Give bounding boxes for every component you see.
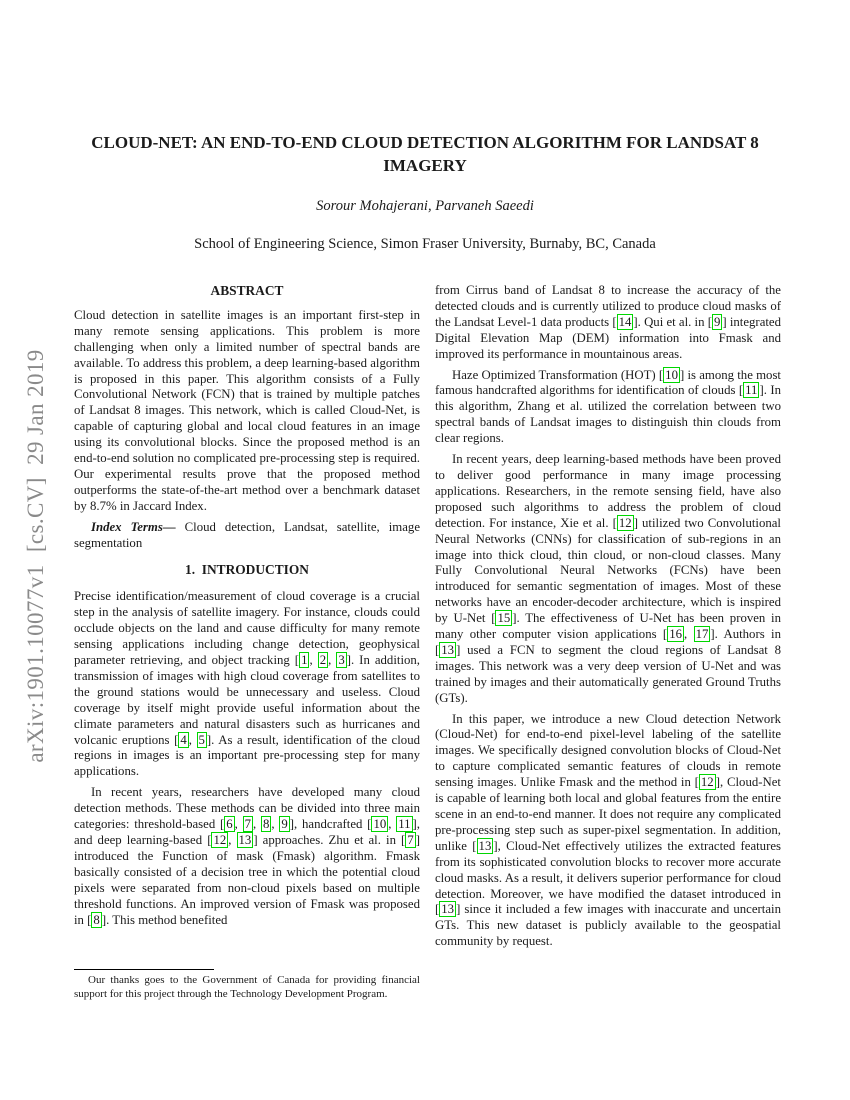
intro-paragraph-1: Precise identification/measurement of cloud coverage is a crucial step in the analysis of satellite imagery. For instance, clouds could occlude objects on the land and cause difficulty for many remote sensing applications including change detection, geophysical parameter retrieving, and object tracking [ 1 , 2 , 3 ]. In addition, transmission of images with high cloud coverage from satellites to the ground stations would be unnecessary and useless. Cloud coverage by itself might provide useful information about the climate parameters and natural disasters such as hurricanes and volcanic eruptions [ 4 , 5 ]. As a result, identification of the cloud regions in images is an important pre-processing step for many applications. [74, 589, 420, 779]
paper-authors: Sorour Mohajerani, Parvaneh Saeedi [316, 198, 534, 214]
citation-link[interactable]: 14 [618, 314, 632, 329]
intro-paragraph-5: In recent years, deep learning-based methods have been proved to deliver good performance in many image processing applications. Researchers, in the remote sensing field, have also proposed such algorithms to address the problem of cloud detection. For instance, Xie et al. [ 12 ] utilized two Convolutional Neural Networks (CNNs) for classification of sub-regions in an image into thick cloud, thin cloud, or non-cloud classes. Many Fully Convolutional Neural Networks (FCNs) have been introduced for semantic segmentation of images. Most of these networks have an encoder-decoder architecture, which is inspired by U-Net [ 15 ]. The effectiveness of U-Net has been proven in many other computer vision applications [ 16 , 17 ]. Authors in [ 13 ] used a FCN to segment the cloud regions of Landsat 8 images. This network was a very deep version of U-Net and was trained by images and their automatically generated Ground Truths (GTs). [435, 452, 782, 705]
citation-link[interactable]: 10 [373, 817, 387, 832]
citation-link[interactable]: 8 [93, 912, 100, 927]
citation-link[interactable]: 16 [669, 627, 682, 642]
citation-link[interactable]: 7 [407, 833, 414, 847]
citation-link[interactable]: 6 [226, 817, 233, 832]
citation-link[interactable]: 9 [713, 314, 721, 329]
intro-paragraph-6: In this paper, we introduce a new Cloud detection Network (Cloud-Net) for end-to-end pixel-level labeling of the satellite images. We specifically designed convolution blocks of Cloud-Net to capture complicated semantic features of clouds in remote sensing images. Unlike Fmask and the method in [ 12 ], Cloud-Net is capable of learning both local and global features from the entire scene in an end-to-end manner. It does not require any complicated pre-processing step such as super-pixel segmentation. In addition, unlike [ 13 ], Cloud-Net effectively utilizes the extracted features from its sophisticated convolution blocks to recover more accurate cloud masks. As a result, it delivers superior performance for cloud detection. Moreover, we have modified the dataset introduced in [ 13 ] since it included a few images with inaccurate and uncertain GTs. This new dataset is publicly available to the geospatial community by request. [435, 711, 781, 949]
citation-link[interactable]: 4 [180, 732, 187, 747]
index-terms-label: Index Terms— [91, 519, 176, 534]
citation-link[interactable]: 13 [441, 902, 455, 917]
citation-link[interactable]: 15 [497, 611, 511, 626]
index-terms-text: Cloud detection, Landsat, satellite, image segmentation [74, 519, 421, 550]
citation-link[interactable]: 5 [198, 732, 205, 747]
footnote-text: Our thanks goes to the Government of Canada for providing financial support for this project through the Technology Development Program. [74, 974, 420, 1000]
citation-link[interactable]: 2 [319, 653, 327, 668]
paper-title: CLOUD-NET: AN END-TO-END CLOUD DETECTION ALGORITHM FOR LANDSAT 8 IMAGERY [91, 133, 759, 175]
citation-link[interactable]: 3 [338, 653, 345, 668]
citation-link[interactable]: 12 [700, 775, 714, 790]
index-terms [74, 520, 420, 552]
footnote-rule [74, 969, 214, 970]
left-column [74, 283, 420, 955]
citation-link[interactable]: 13 [441, 642, 455, 657]
citation-link[interactable]: 13 [478, 838, 492, 853]
paper-affiliation: School of Engineering Science, Simon Fraser University, Burnaby, BC, Canada [194, 236, 656, 252]
citation-link[interactable]: 12 [213, 833, 227, 847]
citation-link[interactable]: 11 [745, 383, 758, 398]
right-column [435, 283, 781, 955]
citation-link[interactable]: 8 [263, 817, 270, 832]
section-heading-introduction: 1. INTRODUCTION [185, 561, 309, 577]
intro-paragraph-3: from Cirrus band of Landsat 8 to increase the accuracy of the detected clouds and is currently utilized to produce cloud masks of the Landsat Level-1 data products [ 14 ]. Qui et al. in [ 9 ] integrated Digital Elevation Map (DEM) information into Fmask and improved its performance in mountainous areas. [435, 283, 782, 361]
abstract-text: Cloud detection in satellite images is an important first-step in many remote sensing applications. This problem is more challenging when only a limited number of spectral bands are available. To address this problem, a deep learning-based algorithm is proposed in this paper. This algorithm consists of a Fully Convolutional Network (FCN) that is trained by multiple patches of Landsat 8 images. This network, which is called Cloud-Net, is capable of capturing global and local cloud features in an image using its convolutional blocks. Since the proposed method is an end-to-end solution no complicated pre-processing step is required. Our experimental results prove that the proposed method outperforms the state-of-the-art method over a benchmark dataset by 8.7% in Jaccard Index. [74, 307, 420, 513]
citation-link[interactable]: 9 [281, 817, 288, 832]
paper-body [74, 283, 781, 955]
intro-paragraph-2: In recent years, researchers have developed many cloud detection methods. These methods can be divided into three main categories: threshold-based [ 6 , 7 , 8 , 9 ], handcrafted [ 10 , 11 ], and deep learning-based [ 12 , 13 ] approaches. Zhu et al. in [ 7 ] introduced the Function of mask (Fmask) algorithm. Fmask basically consisted of a decision tree in which the potential cloud pixels were separated from non-cloud pixels based on multiple threshold functions. An improved version of Fmask was proposed in [ 8 ]. This method benefited [74, 785, 420, 927]
citation-link[interactable]: 17 [695, 627, 709, 642]
citation-link[interactable]: 7 [244, 817, 252, 832]
citation-link[interactable]: 10 [665, 367, 678, 382]
citation-link[interactable]: 1 [301, 653, 308, 668]
citation-link[interactable]: 13 [238, 833, 252, 847]
abstract-heading: ABSTRACT [210, 283, 284, 298]
citation-link[interactable]: 12 [618, 515, 632, 530]
footnote-block [74, 963, 420, 1001]
arxiv-watermark: arXiv:1901.10077v1 [cs.CV] 29 Jan 2019 [23, 349, 48, 763]
paper-header [0, 0, 850, 253]
citation-link[interactable]: 11 [398, 817, 411, 832]
intro-paragraph-4: Haze Optimized Transformation (HOT) [ 10 ] is among the most famous handcrafted algorithms for identification of clouds [ 11 ]. In this algorithm, Zhang et al. utilized the correlation between two spectral bands of Landsat images to distinguish thin clouds from clear regions. [435, 367, 781, 446]
